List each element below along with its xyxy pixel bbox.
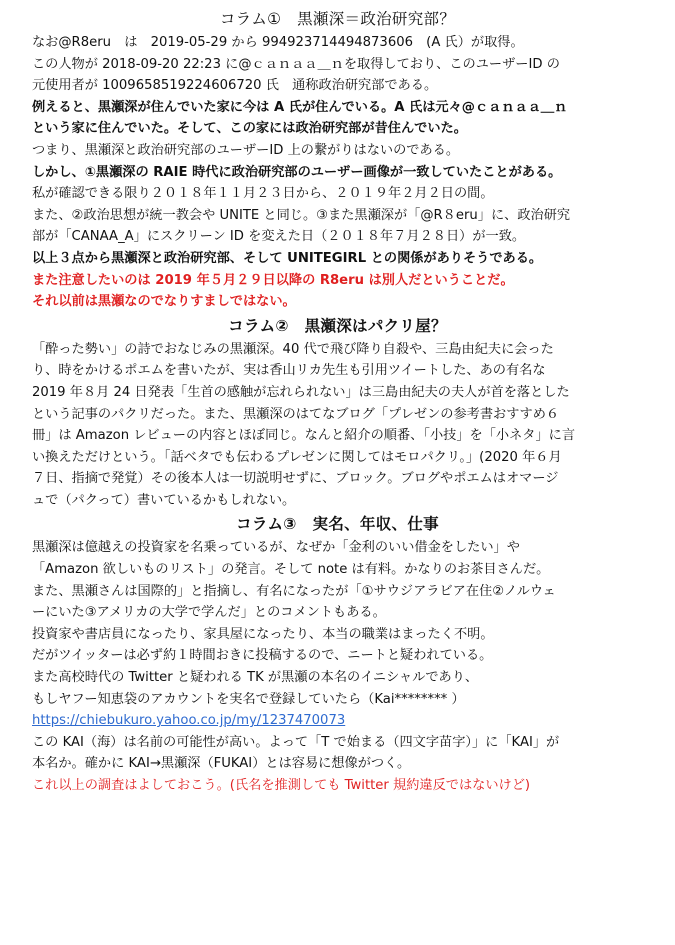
column3-line-5: 投資家や書店員になったり、家具屋になったり、本当の職業はまったく不明。 [32, 626, 494, 642]
column3-line-7: また高校時代の Twitter と疑われる TK が黒瀬の本名のイニシャルであり、 [32, 670, 479, 686]
column3-line-3: また、黒瀬さんは国際的」と指摘し、有名になったが「①サウジアラビア在住②ノルウェ [32, 583, 556, 599]
column2-line-5: 冊」は Amazon レビューの内容とほぼ同じ。なんと紹介の順番、「小技」を「小ネタ」に言 [32, 428, 576, 444]
column1-line-5: という家に住んでいた。そして、この家には政治研究部が昔住んでいた。 [32, 121, 467, 137]
column1-line-8: 私が確認できる限り２０１８年１１月２３日から、２０１９年２月２日の間。 [32, 186, 494, 202]
column1-title: コラム① 黒瀬深＝政治研究部？ [219, 10, 456, 28]
column1-line-6: つまり、黒瀬深と政治研究部のユーザーID 上の繋がりはないのである。 [32, 142, 460, 158]
column3-line-4: ーにいた③アメリカの大学で学んだ」とのコメントもある。 [32, 605, 386, 621]
column1-line-13: それ以前は黒瀬なのでなりすましではない。 [32, 294, 296, 310]
column2-line-4: という記事のパクリだった。また、黒瀬深のはてなブログ「プレゼンの参考書おすすめ６ [32, 406, 560, 422]
column1-line-4: 例えると、黒瀬深が住んでいた家に今は A 氏が住んでいる。A 氏は元々@ｃａｎａａ＿ｎ [32, 99, 568, 115]
column3-title: コラム③ 実名、年収、仕事 [236, 515, 439, 534]
column2-line-1: 「酔った勢い」の詩でおなじみの黒瀬深。40 代で飛び降り自殺や、三島由紀夫に会った [32, 341, 554, 357]
column2-line-2: り、時をかけるポエムを書いたが、実は香山リカ先生も引用ツイートした、あの有名な [32, 363, 546, 379]
column3-line-8: もしヤフー知恵袋のアカウントを実名で登録していたら（Kai******** ） [32, 691, 465, 707]
chiebukuro-link[interactable]: https://chiebukuro.yahoo.co.jp/my/1237470073 [32, 713, 346, 729]
column2-line-3: 2019 年８月 24 日発表「生首の感触が忘れられない」は三島由紀夫の夫人が首を落とした [32, 384, 570, 400]
column3-line-9: この KAI（海）は名前の可能性が高い。よって「T で始まる（四文字苗字）」に「KAI」が [32, 734, 560, 750]
column1-line-1: なお@R8eru は 2019-05-29 から 994923714494873606 (A 氏）が取得。 [32, 35, 524, 50]
column2-line-8: ュで（パクって）書いているかもしれない。 [32, 492, 296, 508]
column3-link-line [32, 710, 643, 732]
column2-line-6: い換えただけという。「話ベタでも伝わるプレゼンに関してはモロパクリ。」(2020 年６月 [32, 449, 562, 465]
column1-line-7: しかし、①黒瀬深の RAIE 時代に政治研究部のユーザー画像が一致していたことがある。 [32, 164, 562, 180]
column1-line-9: また、②政治思想が統一教会や UNITE と同じ。③また黒瀬深が「@R８eru」に、政治研究 [32, 207, 571, 223]
column2-title: コラム② 黒瀬深はパクリ屋？ [228, 316, 447, 335]
column3-line-1: 黒瀬深は億越えの投資家を名乗っているが、なぜか「金利のいい借金をしたい」や [32, 540, 520, 556]
column2-line-7: ７日、指摘で発覚）その後本人は一切説明せずに、ブロック。ブログやポエムはオマージ [32, 471, 559, 487]
column1-line-12: また注意したいのは 2019 年５月２９日以降の R8eru は別人だということだ。 [32, 272, 514, 288]
column3-line-2: 「Amazon 欲しいものリスト」の発言。そして note は有料。かなりのお茶目さんだ。 [32, 562, 550, 578]
column1-line-10: 部が「CANAA_A」にスクリーン ID を変えた日（２０１８年７月２８日）が一致。 [32, 229, 526, 245]
column3-line-10: 本名か。確かに KAI→黒瀬深（FUKAI）とは容易に想像がつく。 [32, 756, 411, 772]
column3-line-6: だがツイッターは必ず約１時間おきに投稿するので、ニートと疑われている。 [32, 648, 493, 664]
column3-closing-line: これ以上の調査はよしておこう。(氏名を推測しても Twitter 規約違反ではないけど) [32, 778, 531, 793]
column1-line-3: 元使用者が 1009658519224606720 氏 通称政治研究部である。 [32, 78, 438, 94]
column1-line-2: この人物が 2018-09-20 22:23 に@ｃａｎａａ＿ｎを取得しており、このユーザーID の [32, 56, 560, 72]
column1-line-11: 以上３点から黒瀬深と政治研究部、そして UNITEGIRL との関係がありそうである。 [32, 250, 543, 266]
